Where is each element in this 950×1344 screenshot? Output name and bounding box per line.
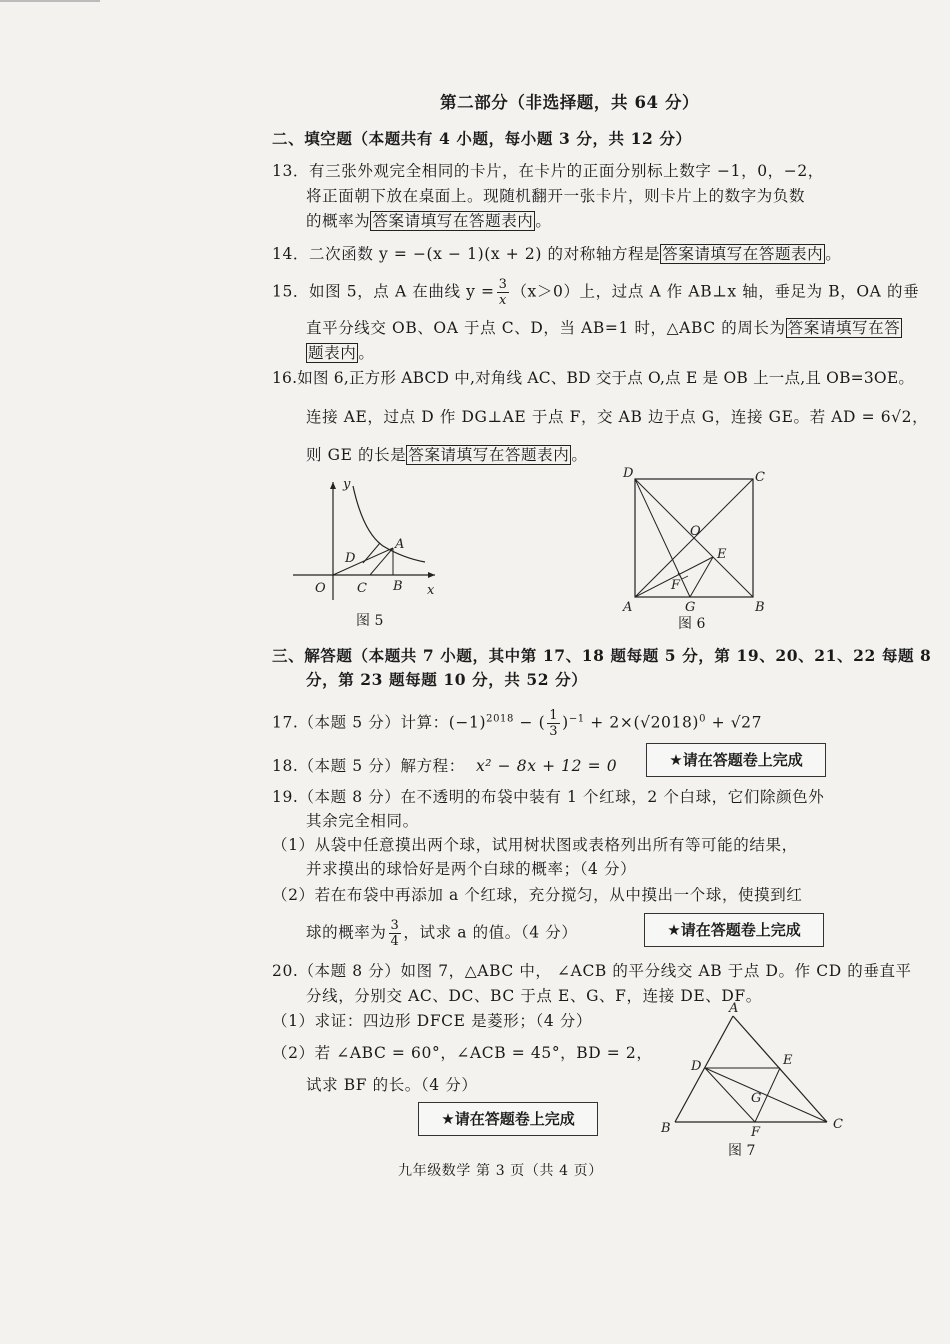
scan-edge-line [0, 0, 100, 2]
fig6-label-d: D [623, 466, 634, 481]
figure-5-caption: 图 5 [356, 613, 384, 629]
q15-line1: 15．如图 5，点 A 在曲线 y = $\frac{3}{x}$ （x＞0）上，过点 A 作 AB⊥x 轴，垂足为 B，OA 的垂 [272, 277, 920, 308]
fig5-label-a: A [395, 537, 405, 552]
fig6-label-c: C [755, 470, 765, 485]
q19-line1: 19.（本题 8 分）在不透明的布袋中装有 1 个红球，2 个白球，它们除颜色外 [272, 788, 825, 806]
fraction-1-over-3: $\frac{1}{3}$ [549, 708, 559, 739]
q14: 14．二次函数 y = −(x − 1)(x + 2) 的对称轴方程是 答案请填写在答题表内 。 [272, 245, 842, 263]
q18: 18.（本题 5 分）解方程： x² − 8x + 12 = 0 [272, 757, 618, 775]
fig7-label-g: G [751, 1091, 762, 1106]
fig6-label-o: O [690, 524, 701, 539]
fig5-label-o: O [315, 581, 326, 596]
figure-6-diagram [615, 465, 775, 615]
q20-part1: （1）求证：四边形 DFCE 是菱形；（4 分） [272, 1012, 593, 1030]
figure-6-caption: 图 6 [678, 616, 706, 632]
complete-on-answer-sheet-button[interactable]: ★请在答题卷上完成 [644, 913, 824, 947]
fig5-label-x: x [427, 583, 435, 598]
q15-line3: 题表内 。 [308, 344, 375, 362]
q19-part2-line1: （2）若在布袋中再添加 a 个红球，充分搅匀，从中摸出一个球，使摸到红 [272, 886, 803, 904]
q19-part1-line2: 并求摸出的球恰好是两个白球的概率；（4 分） [306, 860, 637, 878]
answer-box-part1: 答案请填写在答 [787, 319, 901, 337]
fraction-3-over-4: $\frac{3}{4}$ [390, 918, 400, 949]
answer-box: 答案请填写在答题表内 [662, 245, 824, 263]
fill-in-section-title: 二、填空题（本题共有 4 小题，每小题 3 分，共 12 分） [272, 129, 692, 148]
fig7-label-d: D [691, 1059, 702, 1074]
q16-line2: 连接 AE，过点 D 作 DG⊥AE 于点 F，交 AB 边于点 G，连接 GE。若 AD = 6√2， [306, 408, 929, 426]
fig6-label-b: B [755, 600, 765, 615]
q16-line3: 则 GE 的长是 答案请填写在答题表内 。 [306, 446, 588, 464]
complete-on-answer-sheet-button[interactable]: ★请在答题卷上完成 [646, 743, 826, 777]
solution-section-title-line1: 三、解答题（本题共 7 小题，其中第 17、18 题每题 5 分，第 19、20、21、22 每题 8 [272, 646, 932, 665]
fig7-label-b: B [661, 1121, 671, 1136]
answer-box-part2: 题表内 [308, 344, 357, 362]
figure-7-caption: 图 7 [728, 1143, 756, 1159]
fig7-label-a: A [729, 1001, 739, 1016]
fig5-label-d: D [345, 551, 356, 566]
fig5-label-y: y [343, 477, 351, 492]
q20-part2-line2: 试求 BF 的长。（4 分） [306, 1076, 478, 1094]
fig6-label-f: F [671, 578, 681, 593]
q13-line1: 13．有三张外观完全相同的卡片，在卡片的正面分别标上数字 −1，0，−2， [272, 162, 824, 180]
q13-line2: 将正面朝下放在桌面上。现随机翻开一张卡片，则卡片上的数字为负数 [306, 187, 806, 205]
page-footer: 九年级数学 第 3 页（共 4 页） [398, 1163, 603, 1179]
q19-part1-line1: （1）从袋中任意摸出两个球，试用树状图或表格列出所有等可能的结果， [272, 836, 798, 854]
fig5-label-b: B [393, 579, 403, 594]
q15-line2: 直平分线交 OB、OA 于点 C、D，当 AB=1 时，△ABC 的周长为 答案请填写在答 [306, 319, 901, 337]
fig6-label-a: A [623, 600, 633, 615]
fig5-label-c: C [357, 581, 367, 596]
fig7-label-e: E [783, 1053, 793, 1068]
fig6-label-g: G [685, 600, 696, 615]
fig7-label-f: F [751, 1125, 761, 1140]
q19-part2-line2: 球的概率为 $\frac{3}{4}$ ，试求 a 的值。（4 分） [306, 918, 578, 949]
fraction-3-over-x: $\frac{3}{x}$ [498, 277, 508, 308]
q16-line1: 16.如图 6,正方形 ABCD 中,对角线 AC、BD 交于点 O,点 E 是 OB 上一点,且 OB=3OE。 [272, 369, 915, 387]
fig7-label-c: C [833, 1117, 843, 1132]
figure-7-diagram [655, 1000, 855, 1140]
figure-5-diagram [285, 470, 445, 605]
q17: 17.（本题 5 分）计算：$(-1)^{2018}$ − ( $\frac{1}{3}$ )$^{-1} + 2\times(√2018)^0 + √27$ [272, 708, 763, 739]
section-header: 第二部分（非选择题，共 64 分） [440, 93, 700, 112]
answer-box: 答案请填写在答题表内 [408, 446, 570, 464]
q13-line3: 的概率为 答案请填写在答题表内 。 [306, 212, 552, 230]
complete-on-answer-sheet-button[interactable]: ★请在答题卷上完成 [418, 1102, 598, 1136]
q20-line1: 20.（本题 8 分）如图 7，△ABC 中， ∠ACB 的平分线交 AB 于点 D。作 CD 的垂直平 [272, 962, 912, 980]
solution-section-title-line2: 分，第 23 题每题 10 分，共 52 分） [306, 670, 588, 689]
q20-line2: 分线，分别交 AC、DC、BC 于点 E、G、F，连接 DE、DF。 [306, 987, 762, 1005]
q20-part2: （2）若 ∠ABC = 60°，∠ACB = 45°，BD = 2， [272, 1044, 653, 1062]
fig6-label-e: E [717, 547, 727, 562]
q19-line2: 其余完全相同。 [306, 812, 419, 830]
answer-box: 答案请填写在答题表内 [372, 212, 534, 230]
